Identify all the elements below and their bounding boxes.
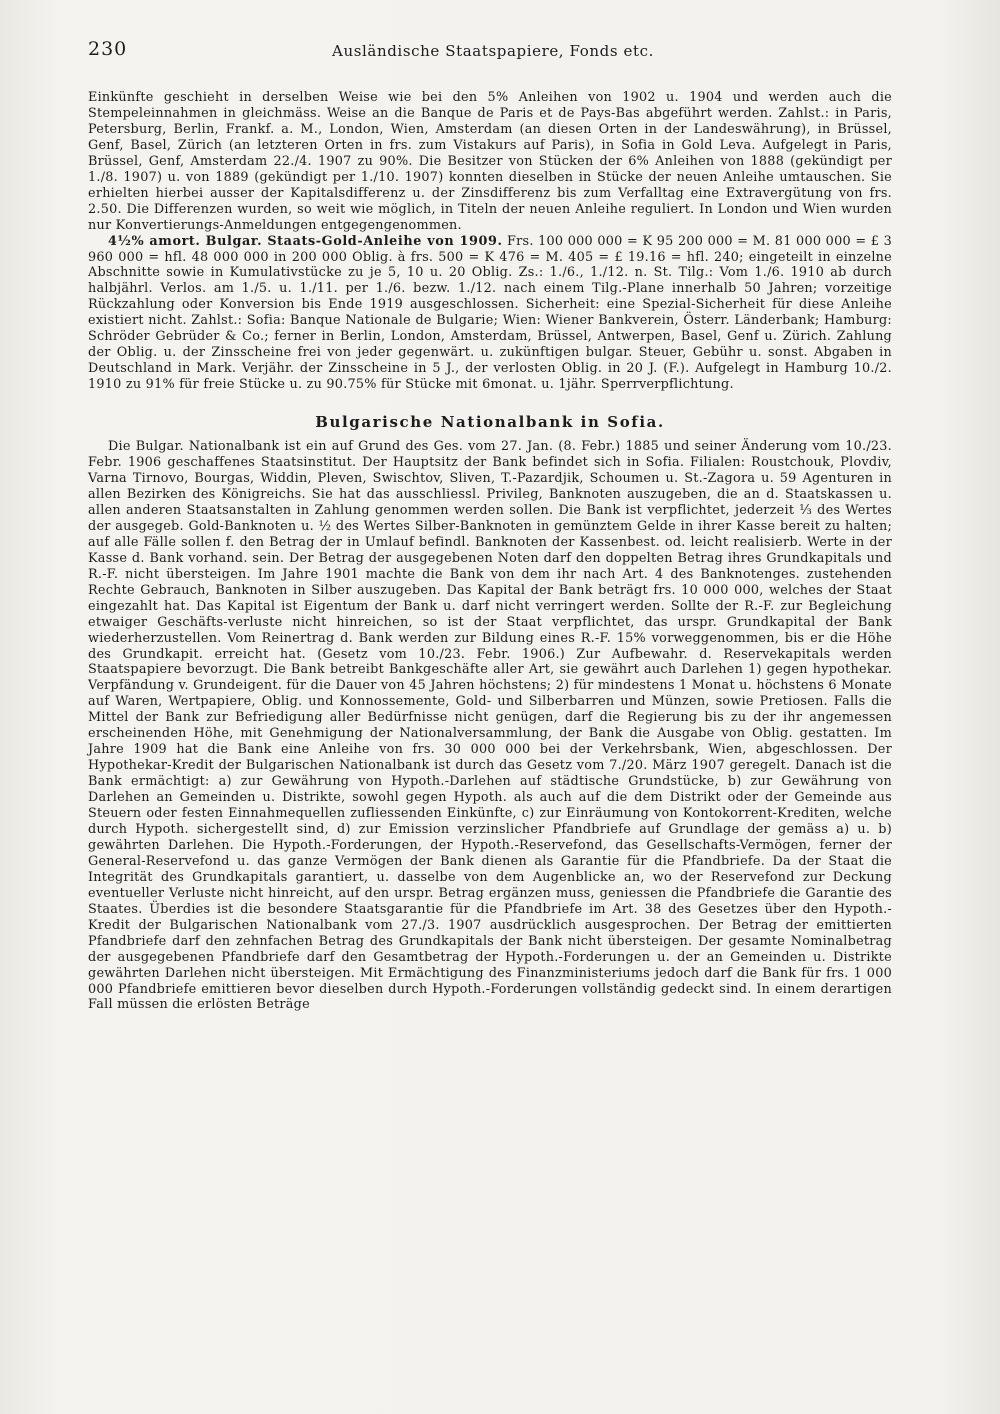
intro-paragraph: Einkünfte geschieht in derselben Weise wie bei den 5% Anleihen von 1902 u. 1904 und werden auch die Stempeleinnahmen in gleichmäss. Weise an die Banque de Paris et de Pays-Bas abgeführt werden. Zahlst.: in Paris, Petersburg, Berlin, Frankf. a. M., London, Wien, Amsterdam (an diesen Orten in der Landeswährung), in Brüssel, Genf, Basel, Zürich (an letzteren Orten in frs. zum Vistakurs auf Paris), in Sofia in Gold Leva. Aufgelegt in Paris, Brüssel, Genf, Amsterdam 22./4. 1907 zu 90%. Die Besitzer von Stücken der 6% Anleihen von 1888 (gekündigt per 1./8. 1907) u. von 1889 (gekündigt per 1./10. 1907) konnten dieselben in Stücke der neuen Anleihe umtauschen. Sie erhielten hierbei ausser der Kapitalsdifferenz u. der Zinsdifferenz bis zum Verfalltag eine Extravergütung von frs. 2.50. Die Differenzen wurden, so weit wie möglich, in Titeln der neuen Anleihe reguliert. In London und Wien wurden nur Konvertierungs-Anmeldungen entgegengenommen. [88, 90, 892, 233]
bank-paragraph: Die Bulgar. Nationalbank ist ein auf Grund des Ges. vom 27. Jan. (8. Febr.) 1885 und seiner Änderung vom 10./23. Febr. 1906 geschaffenes Staatsinstitut. Der Hauptsitz der Bank befindet sich in Sofia. Filialen: Roustchouk, Plovdiv, Varna Tirnovo, Bourgas, Widdin, Pleven, Swischtov, Sliven, T.-Pazardjik, Schoumen u. St.-Zagora u. 59 Agenturen in allen Bezirken des Königreichs. Sie hat das ausschliessl. Privileg, Banknoten auszugeben, die an d. Staatskassen u. allen anderen Staatsanstalten in Zahlung genommen werden sollen. Die Bank ist verpflichtet, jederzeit ⅓ des Wertes der ausgegeb. Gold-Banknoten u. ½ des Wertes Silber-Banknoten in gemünztem Gelde in ihrer Kasse bereit zu halten; auf alle Fälle sollen f. den Betrag der in Umlauf befindl. Banknoten der Kassenbest. od. leicht realisierb. Werte in der Kasse d. Bank vorhand. sein. Der Betrag der ausgegebenen Noten darf den doppelten Betrag ihres Grundkapitals und R.-F. nicht übersteigen. Im Jahre 1901 machte die Bank von dem ihr nach Art. 4 des Banknotenges. zustehenden Rechte Gebrauch, Banknoten in Silber auszugeben. Das Kapital der Bank beträgt frs. 10 000 000, welches der Staat eingezahlt hat. Das Kapital ist Eigentum der Bank u. darf nicht verringert werden. Sollte der R.-F. zur Begleichung etwaiger Geschäfts-verluste nicht hinreichen, so ist der Staat verpflichtet, das urspr. Grundkapital der Bank wiederherzustellen. Vom Reinertrag d. Bank werden zur Bildung eines R.-F. 15% vorweggenommen, bis er die Höhe des Grundkapit. erreicht hat. (Gesetz vom 10./23. Febr. 1906.) Zur Aufbewahr. d. Reservekapitals werden Staatspapiere bevorzugt. Die Bank betreibt Bankgeschäfte aller Art, sie gewährt auch Darlehen 1) gegen hypothekar. Verpfändung v. Grundeigent. für die Dauer von 45 Jahren höchstens; 2) für mindestens 1 Monat u. höchstens 6 Monate auf Waren, Wertpapiere, Oblig. und Konnossemente, Gold- und Silberbarren und Münzen, sowie Pretiosen. Falls die Mittel der Bank zur Befriedigung aller Bedürfnisse nicht genügen, darf die Regierung bis zu der ihr angemessen erscheinenden Höhe, mit Genehmigung der Nationalversammlung, der Bank die Ausgabe von Oblig. gestatten. Im Jahre 1909 hat die Bank eine Anleihe von frs. 30 000 000 bei der Verkehrsbank, Wien, abgeschlossen. Der Hypothekar-Kredit der Bulgarischen Nationalbank ist durch das Gesetz vom 7./20. März 1907 geregelt. Danach ist die Bank ermächtigt: a) zur Gewährung von Hypoth.-Darlehen auf städtische Grundstücke, b) zur Gewährung von Darlehen an Gemeinden u. Distrikte, sowohl gegen Hypoth. als auch auf die dem Distrikt oder der Gemeinde aus Steuern oder festen Einnahmequellen zufliessenden Einkünfte, c) zur Einräumung von Kontokorrent-Krediten, welche durch Hypoth. sichergestellt sind, d) zur Emission verzinslicher Pfandbriefe auf Grundlage der gemäss a) u. b) gewährten Darlehen. Die Hypoth.-Forderungen, der Hypoth.-Reservefond, das Gesellschafts-Vermögen, ferner der General-Reservefond u. das ganze Vermögen der Bank dienen als Garantie für die Pfandbriefe. Da der Staat die Integrität des Grundkapitals garantiert, u. dasselbe von dem Augenblicke an, wo der Reservefond zur Deckung eventueller Verluste nicht hinreicht, auf den urspr. Betrag ergänzen muss, geniessen die Pfandbriefe die Garantie des Staates. Überdies ist die besondere Staatsgarantie für die Pfandbriefe im Art. 38 des Gesetzes über den Hypoth.-Kredit der Bulgarischen Nationalbank vom 27./3. 1907 ausdrücklich ausgesprochen. Der Betrag der emittierten Pfandbriefe darf den zehnfachen Betrag des Grundkapitals der Bank nicht übersteigen. Der gesamte Nominalbetrag der ausgegebenen Pfandbriefe darf den Gesamtbetrag der Hypoth.-Forderungen u. der an Gemeinden u. Distrikte gewährten Darlehen nicht übersteigen. Mit Ermächtigung des Finanzministeriums jedoch darf die Bank für frs. 1 000 000 Pfandbriefe emittieren bevor dieselben durch Hypoth.-Forderungen vollständig gedeckt sind. In einem derartigen Fall müssen die erlösten Beträge [88, 439, 892, 1013]
section-title: Bulgarische Nationalbank in Sofia. [315, 413, 665, 432]
page-body [88, 90, 892, 1013]
loan-heading: 4½% amort. Bulgar. Staats-Gold-Anleihe von 1909. [108, 233, 503, 249]
loan-entry [88, 234, 892, 394]
running-title: Ausländische Staatspapiere, Fonds etc. [332, 42, 654, 60]
page-header [88, 38, 898, 66]
page-number: 230 [88, 38, 128, 60]
loan-paragraph: Frs. 100 000 000 = K 95 200 000 = M. 81 000 000 = £ 3 960 000 = hfl. 48 000 000 in 200 000 Oblig. à frs. 500 = K 476 = M. 405 = £ 19.16 = hfl. 240; eingeteilt in einzelne Abschnitte sowie in Kumulativstücke zu je 5, 10 u. 20 Oblig. Zs.: 1./6., 1./12. n. St. Tilg.: Vom 1./6. 1910 ab durch halbjährl. Verlos. am 1./5. u. 1./11. per 1./6. bezw. 1./12. nach einem Tilg.-Plane innerhalb 50 Jahren; vorzeitige Rückzahlung oder Konversion bis Ende 1919 ausgeschlossen. Sicherheit: eine Spezial-Sicherheit für diese Anleihe existiert nicht. Zahlst.: Sofia: Banque Nationale de Bulgarie; Wien: Wiener Bankverein, Österr. Länderbank; Hamburg: Schröder Gebrüder & Co.; ferner in Berlin, London, Amsterdam, Brüssel, Antwerpen, Basel, Genf u. Zürich. Zahlung der Oblig. u. der Zinsscheine frei von jeder gegenwärt. u. zukünftigen bulgar. Steuer, Gebühr u. sonst. Abgaben in Deutschland in Mark. Verjähr. der Zinsscheine in 5 J., der verlosten Oblig. in 20 J. (F.). Aufgelegt in Hamburg 10./2. 1910 zu 91% für freie Stücke u. zu 90.75% für Stücke mit 6monat. u. 1jähr. Sperrverpflichtung. [88, 233, 892, 393]
